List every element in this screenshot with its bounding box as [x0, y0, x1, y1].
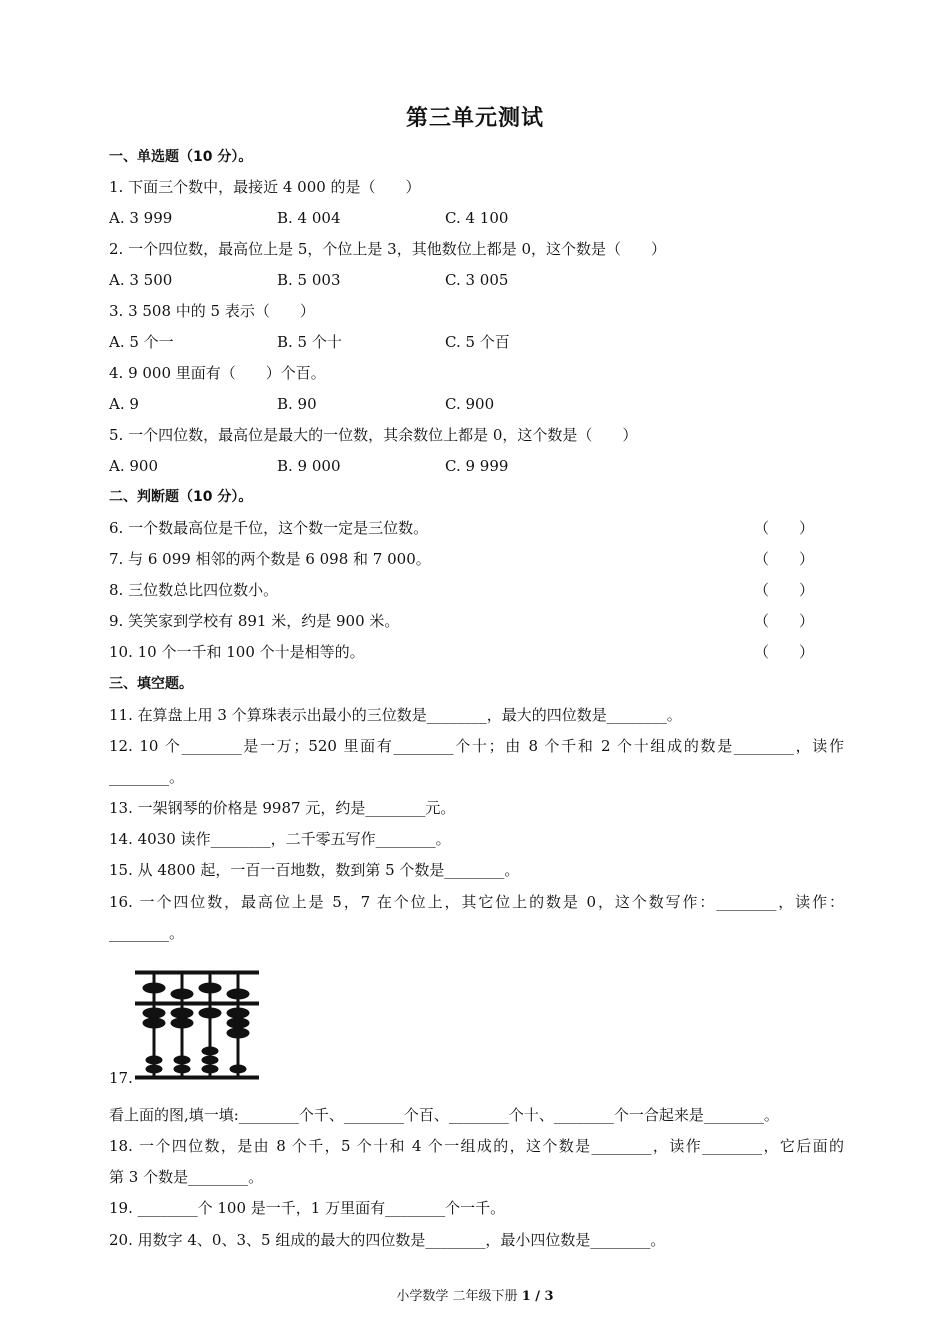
- question-18-line-2: 第 3 个数是________。: [109, 1168, 264, 1186]
- answer-parentheses: （ ）: [754, 643, 815, 661]
- question-19: 19. ________个 100 是一千，1 万里面有________个一千。: [109, 1199, 506, 1217]
- question-16-line-1: 16. 一个四位数，最高位上是 5，7 在个位上，其它位上的数是 0，这个数写作：________，读作：: [109, 893, 844, 911]
- option-a: A. 3 999: [109, 209, 173, 227]
- abacus-bead: [227, 1028, 249, 1038]
- section-1-heading: 一、单选题（10 分）。: [109, 149, 253, 165]
- abacus-bead: [227, 989, 249, 999]
- option-c: C. 4 100: [445, 209, 509, 227]
- question-3-options: [109, 330, 844, 354]
- question-2-options: [109, 268, 844, 292]
- question-14: 14. 4030 读作________，二千零五写作________。: [109, 830, 451, 848]
- option-b: B. 5 003: [277, 271, 341, 289]
- question-6-text: 6. 一个数最高位是千位，这个数一定是三位数。: [109, 519, 429, 537]
- abacus-bead: [202, 1047, 218, 1055]
- question-10-text: 10. 10 个一千和 100 个十是相等的。: [109, 643, 365, 661]
- abacus-bead: [227, 1018, 249, 1028]
- page-number: 1 / 3: [521, 1289, 554, 1304]
- abacus-bead: [202, 1056, 218, 1064]
- abacus-bead: [143, 1008, 165, 1018]
- answer-parentheses: （ ）: [754, 612, 815, 630]
- option-c: C. 3 005: [445, 271, 509, 289]
- question-16-line-2: ________。: [109, 924, 185, 942]
- question-12-line-2: ________。: [109, 768, 185, 786]
- abacus-bead: [171, 989, 193, 999]
- question-6: [109, 516, 844, 540]
- question-18-line-1: 18. 一个四位数，是由 8 个千，5 个十和 4 个一组成的，这个数是________，读作________，它后面的: [109, 1137, 844, 1155]
- option-b: B. 4 004: [277, 209, 341, 227]
- question-7: [109, 547, 844, 571]
- answer-parentheses: （ ）: [754, 550, 815, 568]
- question-3: 3. 3 508 中的 5 表示（ ）: [109, 302, 315, 320]
- abacus-bead: [199, 1008, 221, 1018]
- option-b: B. 5 个十: [277, 333, 342, 351]
- option-a: A. 5 个一: [109, 333, 174, 351]
- question-9-text: 9. 笑笑家到学校有 891 米，约是 900 米。: [109, 612, 400, 630]
- abacus-bead: [171, 1018, 193, 1028]
- question-4: 4. 9 000 里面有（ ）个百。: [109, 364, 326, 382]
- option-b: B. 90: [277, 395, 317, 413]
- question-7-text: 7. 与 6 099 相邻的两个数是 6 098 和 7 000。: [109, 550, 431, 568]
- option-c: C. 900: [445, 395, 495, 413]
- question-1: 1. 下面三个数中，最接近 4 000 的是（ ）: [109, 178, 421, 196]
- abacus-bead: [227, 1008, 249, 1018]
- question-17-text: 看上面的图,填一填:________个千、________个百、________个十、________个一合起来是________。: [109, 1106, 779, 1124]
- page-footer: [0, 1285, 950, 1304]
- abacus-bead: [174, 1056, 190, 1064]
- question-11: 11. 在算盘上用 3 个算珠表示出最小的三位数是________，最大的四位数是________。: [109, 706, 682, 724]
- option-b: B. 9 000: [277, 457, 341, 475]
- question-12-line-1: 12. 10 个________是一万；520 里面有________个十；由 8 个千和 2 个十组成的数是________，读作: [109, 737, 844, 755]
- option-a: A. 900: [109, 457, 158, 475]
- question-4-options: [109, 392, 844, 416]
- abacus-bead: [146, 1056, 162, 1064]
- abacus-image: [135, 966, 259, 1082]
- option-c: C. 9 999: [445, 457, 509, 475]
- page-title: 第三单元测试: [405, 106, 544, 131]
- question-8-text: 8. 三位数总比四位数小。: [109, 581, 279, 599]
- question-5: 5. 一个四位数，最高位是最大的一位数，其余数位上都是 0，这个数是（ ）: [109, 426, 638, 444]
- question-5-options: [109, 454, 844, 478]
- abacus-bead: [143, 983, 165, 993]
- question-10: [109, 640, 844, 664]
- answer-parentheses: （ ）: [754, 519, 815, 537]
- option-a: A. 3 500: [109, 271, 173, 289]
- question-20: 20. 用数字 4、0、3、5 组成的最大的四位数是________，最小四位数是________。: [109, 1231, 666, 1249]
- section-3-heading: 三、填空题。: [109, 676, 193, 692]
- question-17: 17.: [109, 1069, 133, 1087]
- answer-parentheses: （ ）: [754, 581, 815, 599]
- abacus-bead: [171, 1008, 193, 1018]
- question-13: 13. 一架钢琴的价格是 9987 元，约是________元。: [109, 799, 456, 817]
- abacus-bead: [199, 983, 221, 993]
- option-a: A. 9: [109, 395, 139, 413]
- abacus-bead: [143, 1018, 165, 1028]
- question-1-options: [109, 206, 844, 230]
- section-2-heading: 二、判断题（10 分）。: [109, 489, 253, 505]
- footer-text: 小学数学 二年级下册: [396, 1289, 518, 1304]
- question-9: [109, 609, 844, 633]
- option-c: C. 5 个百: [445, 333, 510, 351]
- question-8: [109, 578, 844, 602]
- question-15: 15. 从 4800 起，一百一百地数，数到第 5 个数是________。: [109, 861, 520, 879]
- question-2: 2. 一个四位数，最高位上是 5，个位上是 3，其他数位上都是 0，这个数是（ ）: [109, 240, 667, 258]
